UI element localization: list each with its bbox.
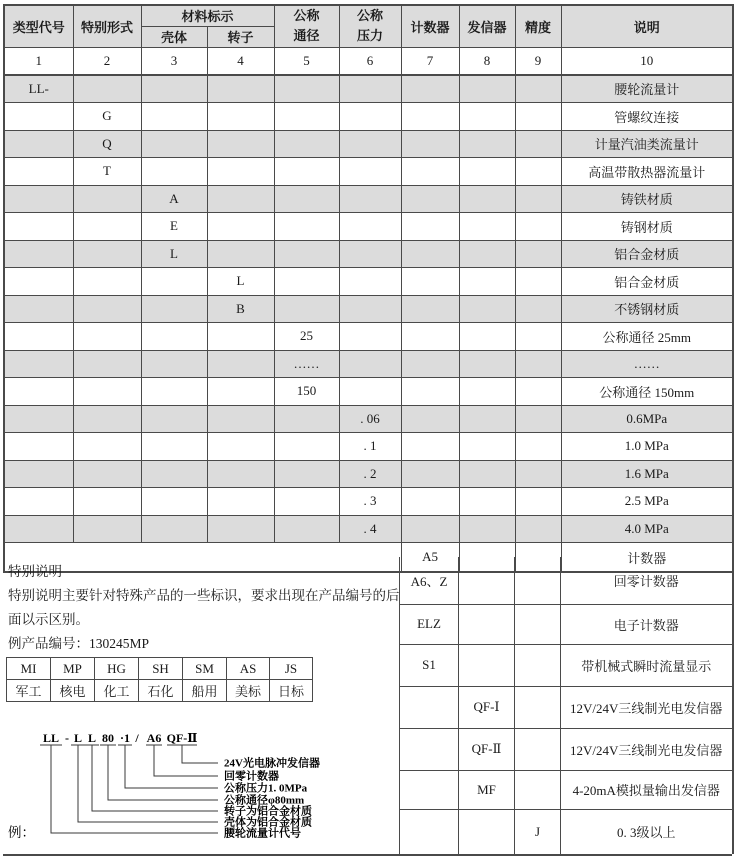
empty-cell <box>515 350 561 378</box>
empty-cell <box>141 378 207 406</box>
empty-cell <box>515 433 561 461</box>
callout-meter-code: 腰轮流量计代号 <box>224 827 301 840</box>
empty-cell <box>339 268 401 296</box>
code-cell: Q <box>73 130 141 158</box>
col-number: 6 <box>339 47 401 75</box>
empty-cell <box>73 488 141 516</box>
empty-cell <box>4 460 73 488</box>
empty-cell <box>73 295 141 323</box>
col-header-counter: 计数器 <box>401 5 459 47</box>
code-cell: QF-Ⅰ <box>459 686 515 728</box>
col-number: 2 <box>73 47 141 75</box>
col-header-nominal-diameter <box>274 5 339 47</box>
empty-cell <box>459 405 515 433</box>
empty-cell <box>207 488 274 516</box>
code-cell: L <box>207 268 274 296</box>
empty-cell <box>141 75 207 103</box>
empty-cell <box>339 378 401 406</box>
empty-cell <box>515 130 561 158</box>
empty-cell <box>207 103 274 131</box>
table-row <box>4 515 733 543</box>
empty-cell <box>207 75 274 103</box>
table-row <box>4 185 733 213</box>
empty-cell <box>4 488 73 516</box>
table-row <box>4 158 733 186</box>
empty-cell <box>515 185 561 213</box>
table-row <box>4 268 733 296</box>
empty-cell <box>515 557 561 604</box>
empty-cell <box>459 809 515 854</box>
col-header-nominal-pressure <box>339 5 401 47</box>
description-cell: 高温带散热器流量计 <box>561 158 733 186</box>
empty-cell <box>4 130 73 158</box>
suffix-name: 化工 <box>95 680 139 702</box>
table-row <box>400 686 733 728</box>
col-header-transmitter: 发信器 <box>459 5 515 47</box>
code-cell: A <box>141 185 207 213</box>
suffix-code: MP <box>51 658 95 680</box>
empty-cell <box>515 460 561 488</box>
empty-cell <box>459 604 515 644</box>
empty-cell <box>459 378 515 406</box>
connector-line <box>154 745 218 776</box>
empty-cell <box>400 686 459 728</box>
empty-cell <box>207 515 274 543</box>
description-cell: 铝合金材质 <box>561 240 733 268</box>
empty-cell <box>459 268 515 296</box>
code-part-ll: LL <box>42 731 60 745</box>
suffix-code: SH <box>139 658 183 680</box>
code-cell: 25 <box>274 323 339 351</box>
empty-cell <box>515 323 561 351</box>
empty-cell <box>73 515 141 543</box>
suffix-name: 美标 <box>227 680 270 702</box>
empty-cell <box>515 378 561 406</box>
example-code-diagram <box>0 724 430 860</box>
empty-cell <box>339 295 401 323</box>
table-row <box>400 728 733 770</box>
special-note-line1: 特别说明主要针对特殊产品的一些标识，要求出现在产品编号的后 <box>8 588 400 603</box>
empty-cell <box>141 460 207 488</box>
empty-cell <box>459 515 515 543</box>
table-row <box>4 213 733 241</box>
empty-cell <box>207 185 274 213</box>
connector-line <box>78 745 218 822</box>
empty-cell <box>401 405 459 433</box>
suffix-name: 军工 <box>7 680 51 702</box>
empty-cell <box>207 460 274 488</box>
code-slash: / <box>135 731 139 745</box>
description-cell: …… <box>561 350 733 378</box>
suffix-name: 日标 <box>270 680 313 702</box>
col-number: 7 <box>401 47 459 75</box>
table-row <box>4 240 733 268</box>
suffix-code: SM <box>183 658 227 680</box>
empty-cell <box>207 323 274 351</box>
empty-cell <box>4 240 73 268</box>
column-number-row <box>4 47 733 75</box>
empty-cell <box>515 488 561 516</box>
callout-counter: 回零计数器 <box>224 770 279 783</box>
empty-cell <box>141 350 207 378</box>
empty-cell <box>274 515 339 543</box>
code-cell: T <box>73 158 141 186</box>
empty-cell <box>4 323 73 351</box>
description-cell: 1.0 MPa <box>561 433 733 461</box>
empty-cell <box>401 323 459 351</box>
empty-cell <box>401 75 459 103</box>
table-row <box>4 323 733 351</box>
empty-cell <box>339 130 401 158</box>
code-cell: …… <box>274 350 339 378</box>
empty-cell <box>4 213 73 241</box>
empty-cell <box>274 433 339 461</box>
empty-cell <box>401 460 459 488</box>
empty-cell <box>515 75 561 103</box>
code-cell: . 1 <box>339 433 401 461</box>
callout-diameter: 公称通径φ80mm <box>224 794 305 807</box>
suffix-name-row <box>7 680 313 702</box>
empty-cell <box>459 158 515 186</box>
empty-cell <box>459 240 515 268</box>
empty-cell <box>339 213 401 241</box>
description-cell: 铸铁材质 <box>561 185 733 213</box>
description-cell: 0.6MPa <box>561 405 733 433</box>
empty-cell <box>73 268 141 296</box>
empty-cell <box>274 185 339 213</box>
empty-cell <box>73 460 141 488</box>
empty-cell <box>274 158 339 186</box>
empty-cell <box>207 405 274 433</box>
empty-cell <box>141 130 207 158</box>
empty-cell <box>401 158 459 186</box>
empty-cell <box>73 323 141 351</box>
empty-cell <box>73 213 141 241</box>
code-part-80: 80 <box>102 731 114 745</box>
col-header-description: 说明 <box>561 5 733 47</box>
empty-cell <box>401 240 459 268</box>
empty-cell <box>401 130 459 158</box>
empty-cell <box>141 488 207 516</box>
col-header-type-code: 类型代号 <box>4 5 73 47</box>
callout-transmitter: 24V光电脉冲发信器 <box>224 757 320 770</box>
empty-cell <box>141 515 207 543</box>
empty-cell <box>4 185 73 213</box>
empty-cell <box>274 103 339 131</box>
empty-cell <box>274 240 339 268</box>
table-row <box>400 770 733 809</box>
code-cell: E <box>141 213 207 241</box>
empty-cell <box>4 405 73 433</box>
page-bottom-border <box>3 854 732 856</box>
table-row <box>4 75 733 103</box>
suffix-name: 核电 <box>51 680 95 702</box>
empty-cell <box>515 644 561 686</box>
table-row <box>4 350 733 378</box>
code-part-dot1: ·1 <box>119 731 131 745</box>
col-header-nominal-diameter-line2: 通径 <box>293 28 320 44</box>
description-cell: 公称通径 25mm <box>561 323 733 351</box>
empty-cell <box>459 75 515 103</box>
table-row <box>4 378 733 406</box>
empty-cell <box>207 378 274 406</box>
empty-cell <box>141 405 207 433</box>
description-cell: 12V/24V三线制光电发信器 <box>561 728 733 770</box>
empty-cell <box>515 515 561 543</box>
empty-cell <box>459 488 515 516</box>
empty-cell <box>515 213 561 241</box>
suffix-code: JS <box>270 658 313 680</box>
empty-cell <box>4 103 73 131</box>
col-number: 3 <box>141 47 207 75</box>
col-header-rotor: 转子 <box>207 26 274 47</box>
empty-cell <box>459 130 515 158</box>
empty-cell <box>401 488 459 516</box>
empty-cell <box>207 350 274 378</box>
connector-line <box>182 745 218 763</box>
empty-cell <box>339 75 401 103</box>
empty-cell <box>401 185 459 213</box>
empty-cell <box>339 350 401 378</box>
connector-line <box>92 745 218 811</box>
empty-cell <box>274 460 339 488</box>
col-number: 5 <box>274 47 339 75</box>
empty-cell <box>73 185 141 213</box>
col-header-material-group: 材料标示 <box>141 5 274 26</box>
special-note-title: 特别说明 <box>8 564 62 579</box>
code-cell: QF-Ⅱ <box>459 728 515 770</box>
empty-cell <box>459 323 515 351</box>
empty-cell <box>515 158 561 186</box>
special-note <box>8 560 400 656</box>
empty-cell <box>4 433 73 461</box>
empty-cell <box>401 103 459 131</box>
table-row <box>4 130 733 158</box>
code-cell: . 2 <box>339 460 401 488</box>
empty-cell <box>4 515 73 543</box>
code-cell: A6、Z <box>400 557 459 604</box>
table-row <box>400 557 733 604</box>
empty-cell <box>339 185 401 213</box>
empty-cell <box>459 557 515 604</box>
empty-cell <box>73 75 141 103</box>
empty-cell <box>4 378 73 406</box>
counter-transmitter-table <box>399 557 734 854</box>
code-part-l1: L <box>73 731 83 745</box>
special-suffix-table <box>6 657 313 702</box>
model-code-table <box>3 4 734 573</box>
code-cell: B <box>207 295 274 323</box>
table-row <box>4 295 733 323</box>
empty-cell <box>459 213 515 241</box>
special-note-line2: 面以示区别。 <box>8 612 89 627</box>
empty-cell <box>73 405 141 433</box>
col-number: 1 <box>4 47 73 75</box>
empty-cell <box>274 268 339 296</box>
code-cell: J <box>515 809 561 854</box>
empty-cell <box>4 158 73 186</box>
empty-cell <box>73 378 141 406</box>
empty-cell <box>459 295 515 323</box>
empty-cell <box>459 460 515 488</box>
code-cell: A5 <box>401 543 459 573</box>
description-cell: 腰轮流量计 <box>561 75 733 103</box>
callout-housing-material: 壳体为铝合金材质 <box>224 816 312 829</box>
empty-cell <box>401 268 459 296</box>
empty-cell <box>515 728 561 770</box>
empty-cell <box>274 213 339 241</box>
code-cell: G <box>73 103 141 131</box>
code-part-a6: A6 <box>146 731 162 745</box>
empty-cell <box>339 103 401 131</box>
empty-cell <box>4 350 73 378</box>
empty-cell <box>459 433 515 461</box>
code-part-qf2: QF-Ⅱ <box>166 731 198 745</box>
col-header-nominal-pressure-line1: 公称 <box>357 8 384 24</box>
empty-cell <box>515 770 561 809</box>
description-cell: 铝合金材质 <box>561 268 733 296</box>
description-cell: 计量汽油类流量计 <box>561 130 733 158</box>
empty-cell <box>207 213 274 241</box>
empty-cell <box>515 604 561 644</box>
suffix-name: 石化 <box>139 680 183 702</box>
empty-cell <box>459 350 515 378</box>
suffix-code: MI <box>7 658 51 680</box>
description-cell: 12V/24V三线制光电发信器 <box>561 686 733 728</box>
col-number: 8 <box>459 47 515 75</box>
description-cell: 公称通径 150mm <box>561 378 733 406</box>
empty-cell <box>73 433 141 461</box>
empty-cell <box>515 240 561 268</box>
col-header-special-form: 特别形式 <box>73 5 141 47</box>
callout-rotor-material: 转子为铝合金材质 <box>224 805 312 818</box>
empty-cell <box>207 130 274 158</box>
col-number: 4 <box>207 47 274 75</box>
description-cell: 电子计数器 <box>561 604 733 644</box>
table-row <box>4 488 733 516</box>
code-separator: - <box>65 731 69 745</box>
connector-line <box>125 745 218 788</box>
table-row <box>400 809 733 854</box>
empty-cell <box>401 515 459 543</box>
empty-cell <box>141 103 207 131</box>
empty-cell <box>141 323 207 351</box>
empty-cell <box>401 433 459 461</box>
table-row <box>4 103 733 131</box>
empty-cell <box>401 295 459 323</box>
header-row-1 <box>4 5 733 26</box>
empty-cell <box>401 378 459 406</box>
code-cell: L <box>141 240 207 268</box>
empty-cell <box>459 644 515 686</box>
empty-cell <box>207 158 274 186</box>
special-note-example-number: 例产品编号：130245MP <box>8 636 150 651</box>
table-row <box>4 405 733 433</box>
empty-cell <box>4 295 73 323</box>
empty-cell <box>339 158 401 186</box>
empty-cell <box>73 240 141 268</box>
table-row <box>4 460 733 488</box>
empty-cell <box>401 350 459 378</box>
empty-cell <box>274 130 339 158</box>
empty-cell <box>401 213 459 241</box>
code-cell: 150 <box>274 378 339 406</box>
col-header-nominal-diameter-line1: 公称 <box>293 8 320 24</box>
code-cell: ELZ <box>400 604 459 644</box>
col-header-nominal-pressure-line2: 压力 <box>357 28 384 44</box>
empty-cell <box>141 433 207 461</box>
code-cell: S1 <box>400 644 459 686</box>
col-number: 10 <box>561 47 733 75</box>
empty-cell <box>73 350 141 378</box>
empty-cell <box>459 103 515 131</box>
empty-cell <box>515 103 561 131</box>
empty-cell <box>141 158 207 186</box>
description-cell: 带机械式瞬时流量显示 <box>561 644 733 686</box>
empty-cell <box>207 433 274 461</box>
description-cell: 2.5 MPa <box>561 488 733 516</box>
empty-cell <box>141 268 207 296</box>
empty-cell <box>274 295 339 323</box>
empty-cell <box>274 405 339 433</box>
description-cell: 1.6 MPa <box>561 460 733 488</box>
table-row <box>400 604 733 644</box>
description-cell: 4.0 MPa <box>561 515 733 543</box>
col-header-accuracy: 精度 <box>515 5 561 47</box>
code-cell: . 06 <box>339 405 401 433</box>
description-cell: 计数器 <box>561 543 733 573</box>
empty-cell <box>515 268 561 296</box>
empty-cell <box>339 323 401 351</box>
empty-cell <box>515 686 561 728</box>
empty-cell <box>274 488 339 516</box>
code-cell: MF <box>459 770 515 809</box>
col-number: 9 <box>515 47 561 75</box>
code-cell: . 3 <box>339 488 401 516</box>
empty-cell <box>141 295 207 323</box>
code-cell: . 4 <box>339 515 401 543</box>
description-cell: 0. 3级以上 <box>561 809 733 854</box>
code-part-l2: L <box>87 731 97 745</box>
description-cell: 铸钢材质 <box>561 213 733 241</box>
empty-cell <box>274 75 339 103</box>
suffix-code: AS <box>227 658 270 680</box>
col-header-housing: 壳体 <box>141 26 207 47</box>
example-label: 例： <box>8 825 35 840</box>
suffix-name: 船用 <box>183 680 227 702</box>
empty-cell <box>515 405 561 433</box>
suffix-code: HG <box>95 658 139 680</box>
description-cell: 不锈钢材质 <box>561 295 733 323</box>
empty-cell <box>339 240 401 268</box>
empty-cell <box>207 240 274 268</box>
callout-pressure: 公称压力1. 0MPa <box>224 782 308 795</box>
empty-cell <box>4 268 73 296</box>
table-row <box>4 433 733 461</box>
description-cell: 4-20mA模拟量输出发信器 <box>561 770 733 809</box>
code-cell: LL- <box>4 75 73 103</box>
table-row <box>400 644 733 686</box>
description-cell: 管螺纹连接 <box>561 103 733 131</box>
suffix-code-row <box>7 658 313 680</box>
empty-cell <box>459 185 515 213</box>
description-cell: 回零计数器 <box>561 557 733 604</box>
connector-line <box>51 745 218 833</box>
empty-cell <box>515 295 561 323</box>
